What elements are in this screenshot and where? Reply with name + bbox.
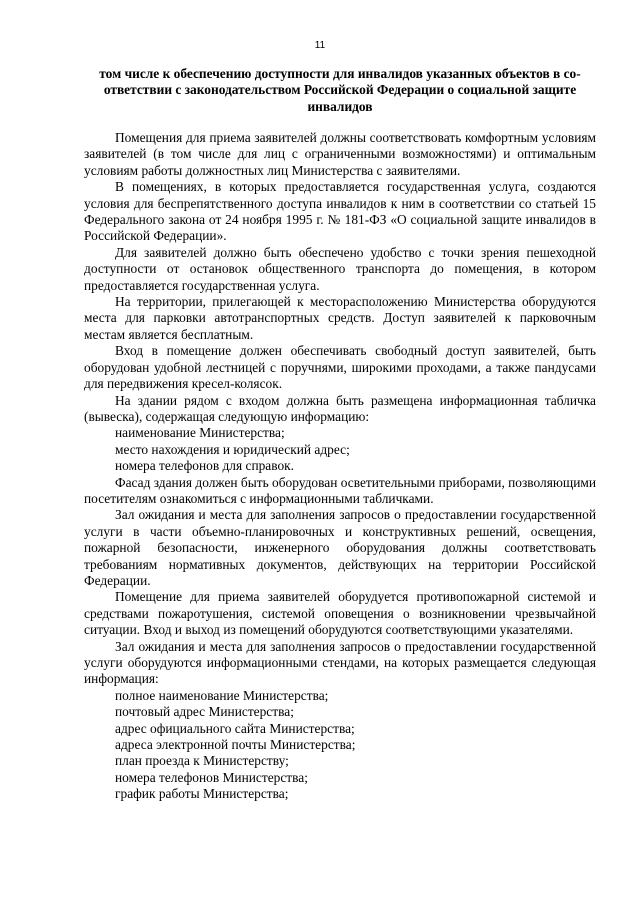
paragraph: Фасад здания должен быть оборудован осветительными приборами, позволяющими посетителям ознакомиться с информационными табличками. xyxy=(84,474,597,506)
paragraph: На территории, прилегающей к месторасположению Министерства оборудуются места для парковки автотранспортных средств. Доступ заявителей к парковочным местам является бесплатным. xyxy=(84,294,596,342)
paragraph: Для заявителей должно быть обеспечено удобство с точки зрения пешеходной доступности от остановок общественного транспорта до помещения, в котором предоставляется государственная услуга. xyxy=(84,244,596,293)
list-item: план проезда к Министерству; xyxy=(115,753,289,769)
paragraph: Помещения для приема заявителей должны соответствовать комфортным условиям заявителей (в том числе для лиц с ограниченными возможностями) и оптимальным условиям работы должностных лиц Министерства с заявителями. xyxy=(84,130,596,178)
body-text xyxy=(84,130,596,803)
page-number: 11 xyxy=(314,40,326,51)
paragraph: Зал ожидания и места для заполнения запросов о предоставлении государственной услуги оборудуются информационными стендами, на которых размещается следующая информация: xyxy=(84,638,596,687)
list-item: адреса электронной почты Министерства; xyxy=(115,737,356,753)
list-item: график работы Министерства; xyxy=(115,786,289,802)
list-item: номера телефонов для справок. xyxy=(115,458,295,474)
list-item: почтовый адрес Министерства; xyxy=(115,704,294,720)
paragraph: В помещениях, в которых предоставляется государственная услуга, создаются условия для беспрепятственного доступа инвалидов к ним в соответствии со статьей 15 Федерального закона от 24 ноября 1995 г. № 181-ФЗ «О социальной защите инвалидов в Российской Федерации». xyxy=(84,179,596,244)
paragraph: На здании рядом с входом должна быть размещена информационная табличка (вывеска), содержащая следующую информацию: xyxy=(84,392,596,424)
list-item: номера телефонов Министерства; xyxy=(115,769,308,785)
list-item: адрес официального сайта Министерства; xyxy=(115,720,355,736)
paragraph: Зал ожидания и места для заполнения запросов о предоставлении государственной услуги в части объемно-планировочных и конструктивных решений, освещения, пожарной безопасности, инженерного оборудования должны соответствовать требованиям нормативных документов, действующих на территории Российской Федерации. xyxy=(84,507,596,588)
list-item: полное наименование Министерства; xyxy=(115,687,329,703)
section-heading: том числе к обеспечению доступности для инвалидов указанных объектов в соответствии с законодательством Российской Федерации о социальной защите инвалидов xyxy=(99,66,581,114)
paragraph: Помещение для приема заявителей оборудуется противопожарной системой и средствами пожаротушения, системой оповещения о возникновении чрезвычайной ситуации. Вход и выход из помещений оборудуются соответствующими указателями. xyxy=(84,589,596,638)
paragraph: Вход в помещение должен обеспечивать свободный доступ заявителей, быть оборудован удобной лестницей с поручнями, широкими проходами, а также пандусами для передвижения кресел-колясок. xyxy=(84,343,596,392)
list-item: наименование Министерства; xyxy=(115,425,285,441)
list-item: место нахождения и юридический адрес; xyxy=(115,441,350,457)
